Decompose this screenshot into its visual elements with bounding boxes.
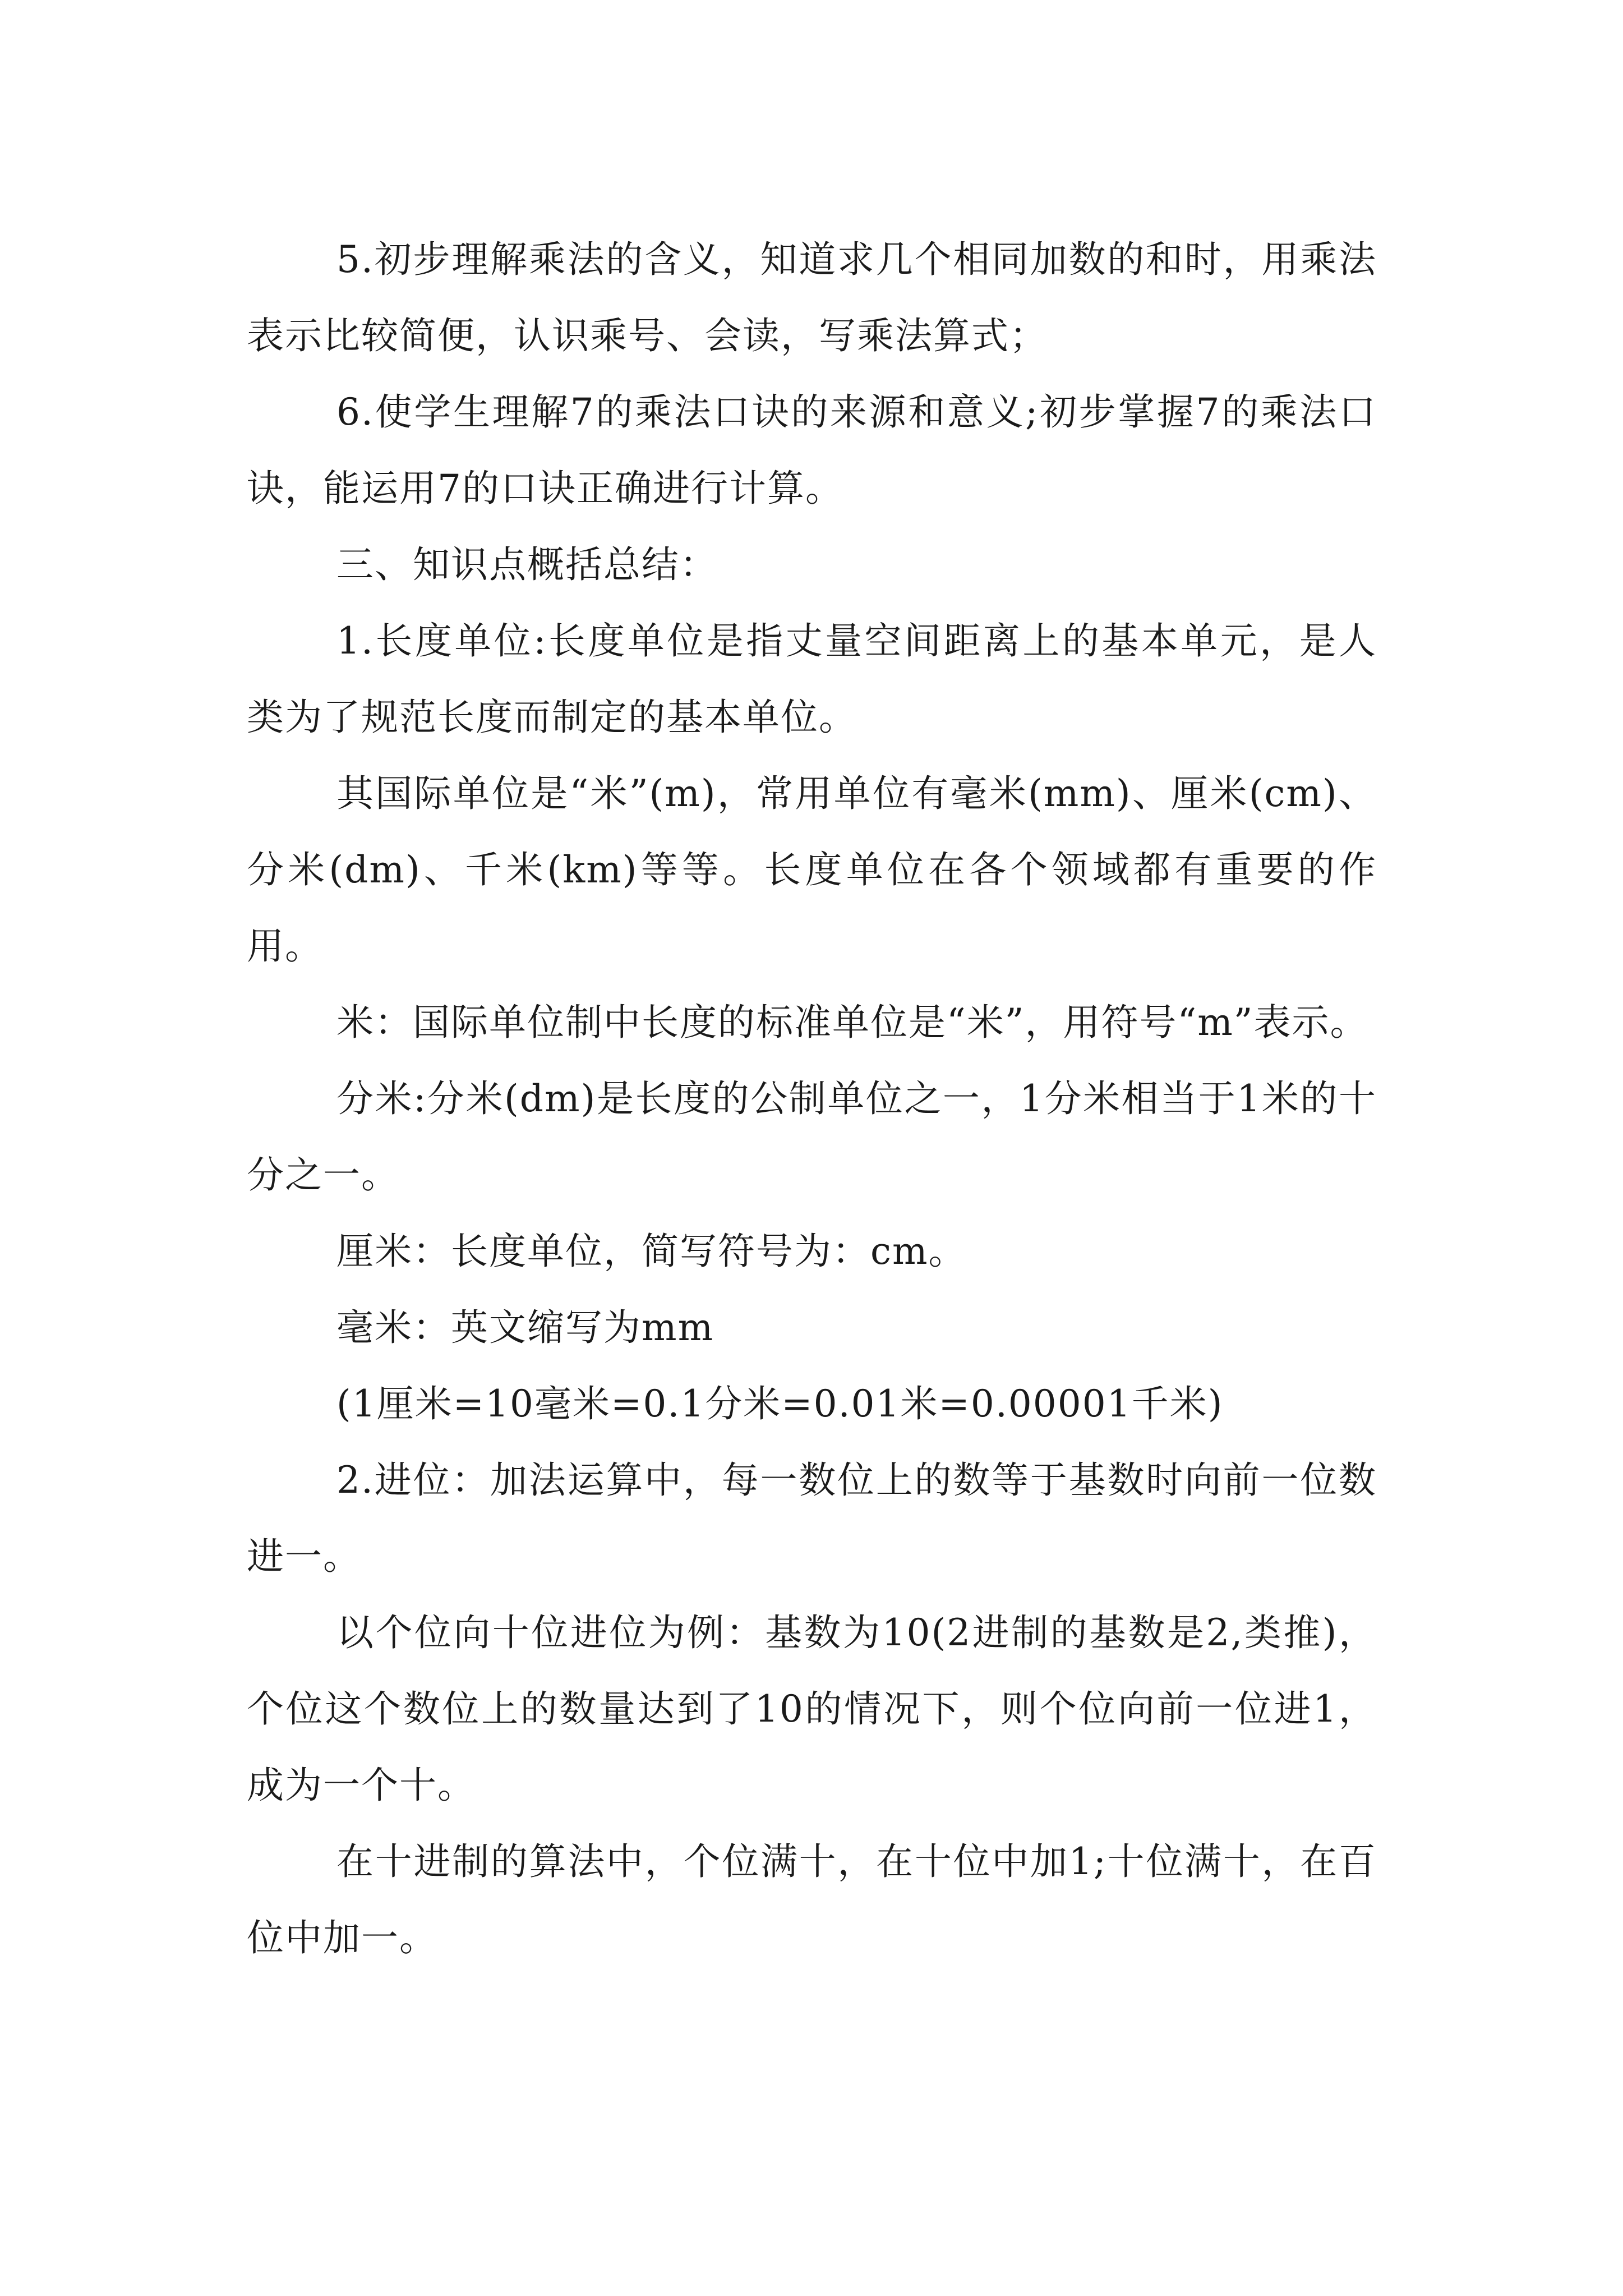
paragraph-length-unit: 1.长度单位:长度单位是指丈量空间距离上的基本单元，是人类为了规范长度而制定的基本单位。 <box>247 619 1377 739</box>
paragraph-carry-example: 以个位向十位进位为例：基数为10(2进制的基数是2,类推)，个位这个数位上的数量达到了10的情况下，则个位向前一位进1，成为一个十。 <box>247 1611 1377 1807</box>
document-body <box>247 222 1377 1976</box>
paragraph-decimeter: 分米:分米(dm)是长度的公制单位之一，1分米相当于1米的十分之一。 <box>247 1077 1377 1197</box>
paragraph-international-unit: 其国际单位是“米”(m)，常用单位有毫米(mm)、厘米(cm)、分米(dm)、千米(km)等等。长度单位在各个领域都有重要的作用。 <box>247 772 1377 968</box>
paragraph-centimeter: 厘米：长度单位，简写符号为：cm。 <box>336 1230 967 1273</box>
paragraph-multiplication-meaning: 5.初步理解乘法的含义，知道求几个相同加数的和时，用乘法表示比较简便，认识乘号、会读，写乘法算式； <box>247 238 1377 357</box>
paragraph-millimeter: 毫米：英文缩写为mm <box>336 1306 714 1349</box>
paragraph-seven-times-table: 6.使学生理解7的乘法口诀的来源和意义;初步掌握7的乘法口诀，能运用7的口诀正确进行计算。 <box>247 390 1377 510</box>
paragraph-unit-conversion: (1厘米=10毫米=0.1分米=0.01米=0.00001千米) <box>336 1382 1224 1425</box>
section-heading-summary: 三、知识点概括总结： <box>336 543 718 586</box>
paragraph-carry-definition: 2.进位：加法运算中，每一数位上的数等于基数时向前一位数进一。 <box>247 1458 1377 1578</box>
paragraph-decimal-carry: 在十进制的算法中，个位满十，在十位中加1;十位满十，在百位中加一。 <box>247 1840 1377 1959</box>
paragraph-meter: 米：国际单位制中长度的标准单位是“米”，用符号“m”表示。 <box>336 1001 1368 1044</box>
